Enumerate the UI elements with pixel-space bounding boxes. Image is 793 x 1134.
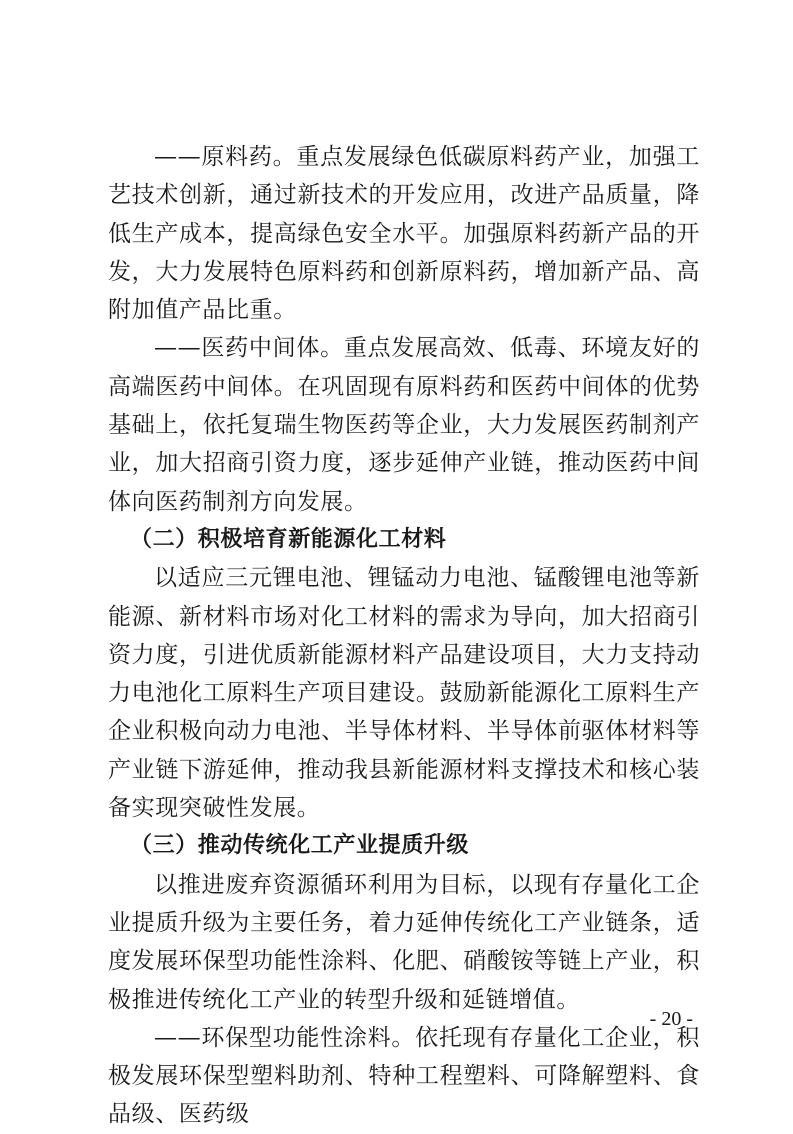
paragraph-eco-coatings: ——环保型功能性涂料。依托现有存量化工企业，积极发展环保型塑料助剂、特种工程塑料、可降解塑料、食品级、医药级	[108, 1024, 700, 1128]
section-heading-new-energy: （二）积极培育新能源化工材料	[130, 526, 447, 552]
paragraph-api: ——原料药。重点发展绿色低碳原料药产业，加强工艺技术创新，通过新技术的开发应用，改进产品质量，降低生产成本，提高绿色安全水平。加强原料药新产品的开发，大力发展特色原料药和创新原料药，增加新产品、高附加值产品比重。	[108, 144, 700, 324]
document-body	[108, 138, 700, 1134]
section-heading-traditional-chemical: （三）推动传统化工产业提质升级	[130, 833, 470, 859]
paragraph-new-energy: 以适应三元锂电池、锂锰动力电池、锰酸锂电池等新能源、新材料市场对化工材料的需求为导向，加大招商引资力度，引进优质新能源材料产品建设项目，大力支持动力电池化工原料生产项目建设。鼓励新能源化工原料生产企业积极向动力电池、半导体材料、半导体前驱体材料等产业链下游延伸，推动我县新能源材料支撑技术和核心装备实现突破性发展。	[108, 565, 700, 822]
paragraph-traditional-chemical: 以推进废弃资源循环利用为目标，以现有存量化工企业提质升级为主要任务，着力延伸传统化工产业链条，适度发展环保型功能性涂料、化肥、硝酸铵等链上产业，积极推进传统化工产业的转型升级和延链增值。	[108, 871, 700, 1013]
paragraph-pharma-intermediates: ——医药中间体。重点发展高效、低毒、环境友好的高端医药中间体。在巩固现有原料药和医药中间体的优势基础上，依托复瑞生物医药等企业，大力发展医药制剂产业，加大招商引资力度，逐步延伸产业链，推动医药中间体向医药制剂方向发展。	[108, 335, 700, 515]
page-number: - 20 -	[649, 1008, 693, 1030]
